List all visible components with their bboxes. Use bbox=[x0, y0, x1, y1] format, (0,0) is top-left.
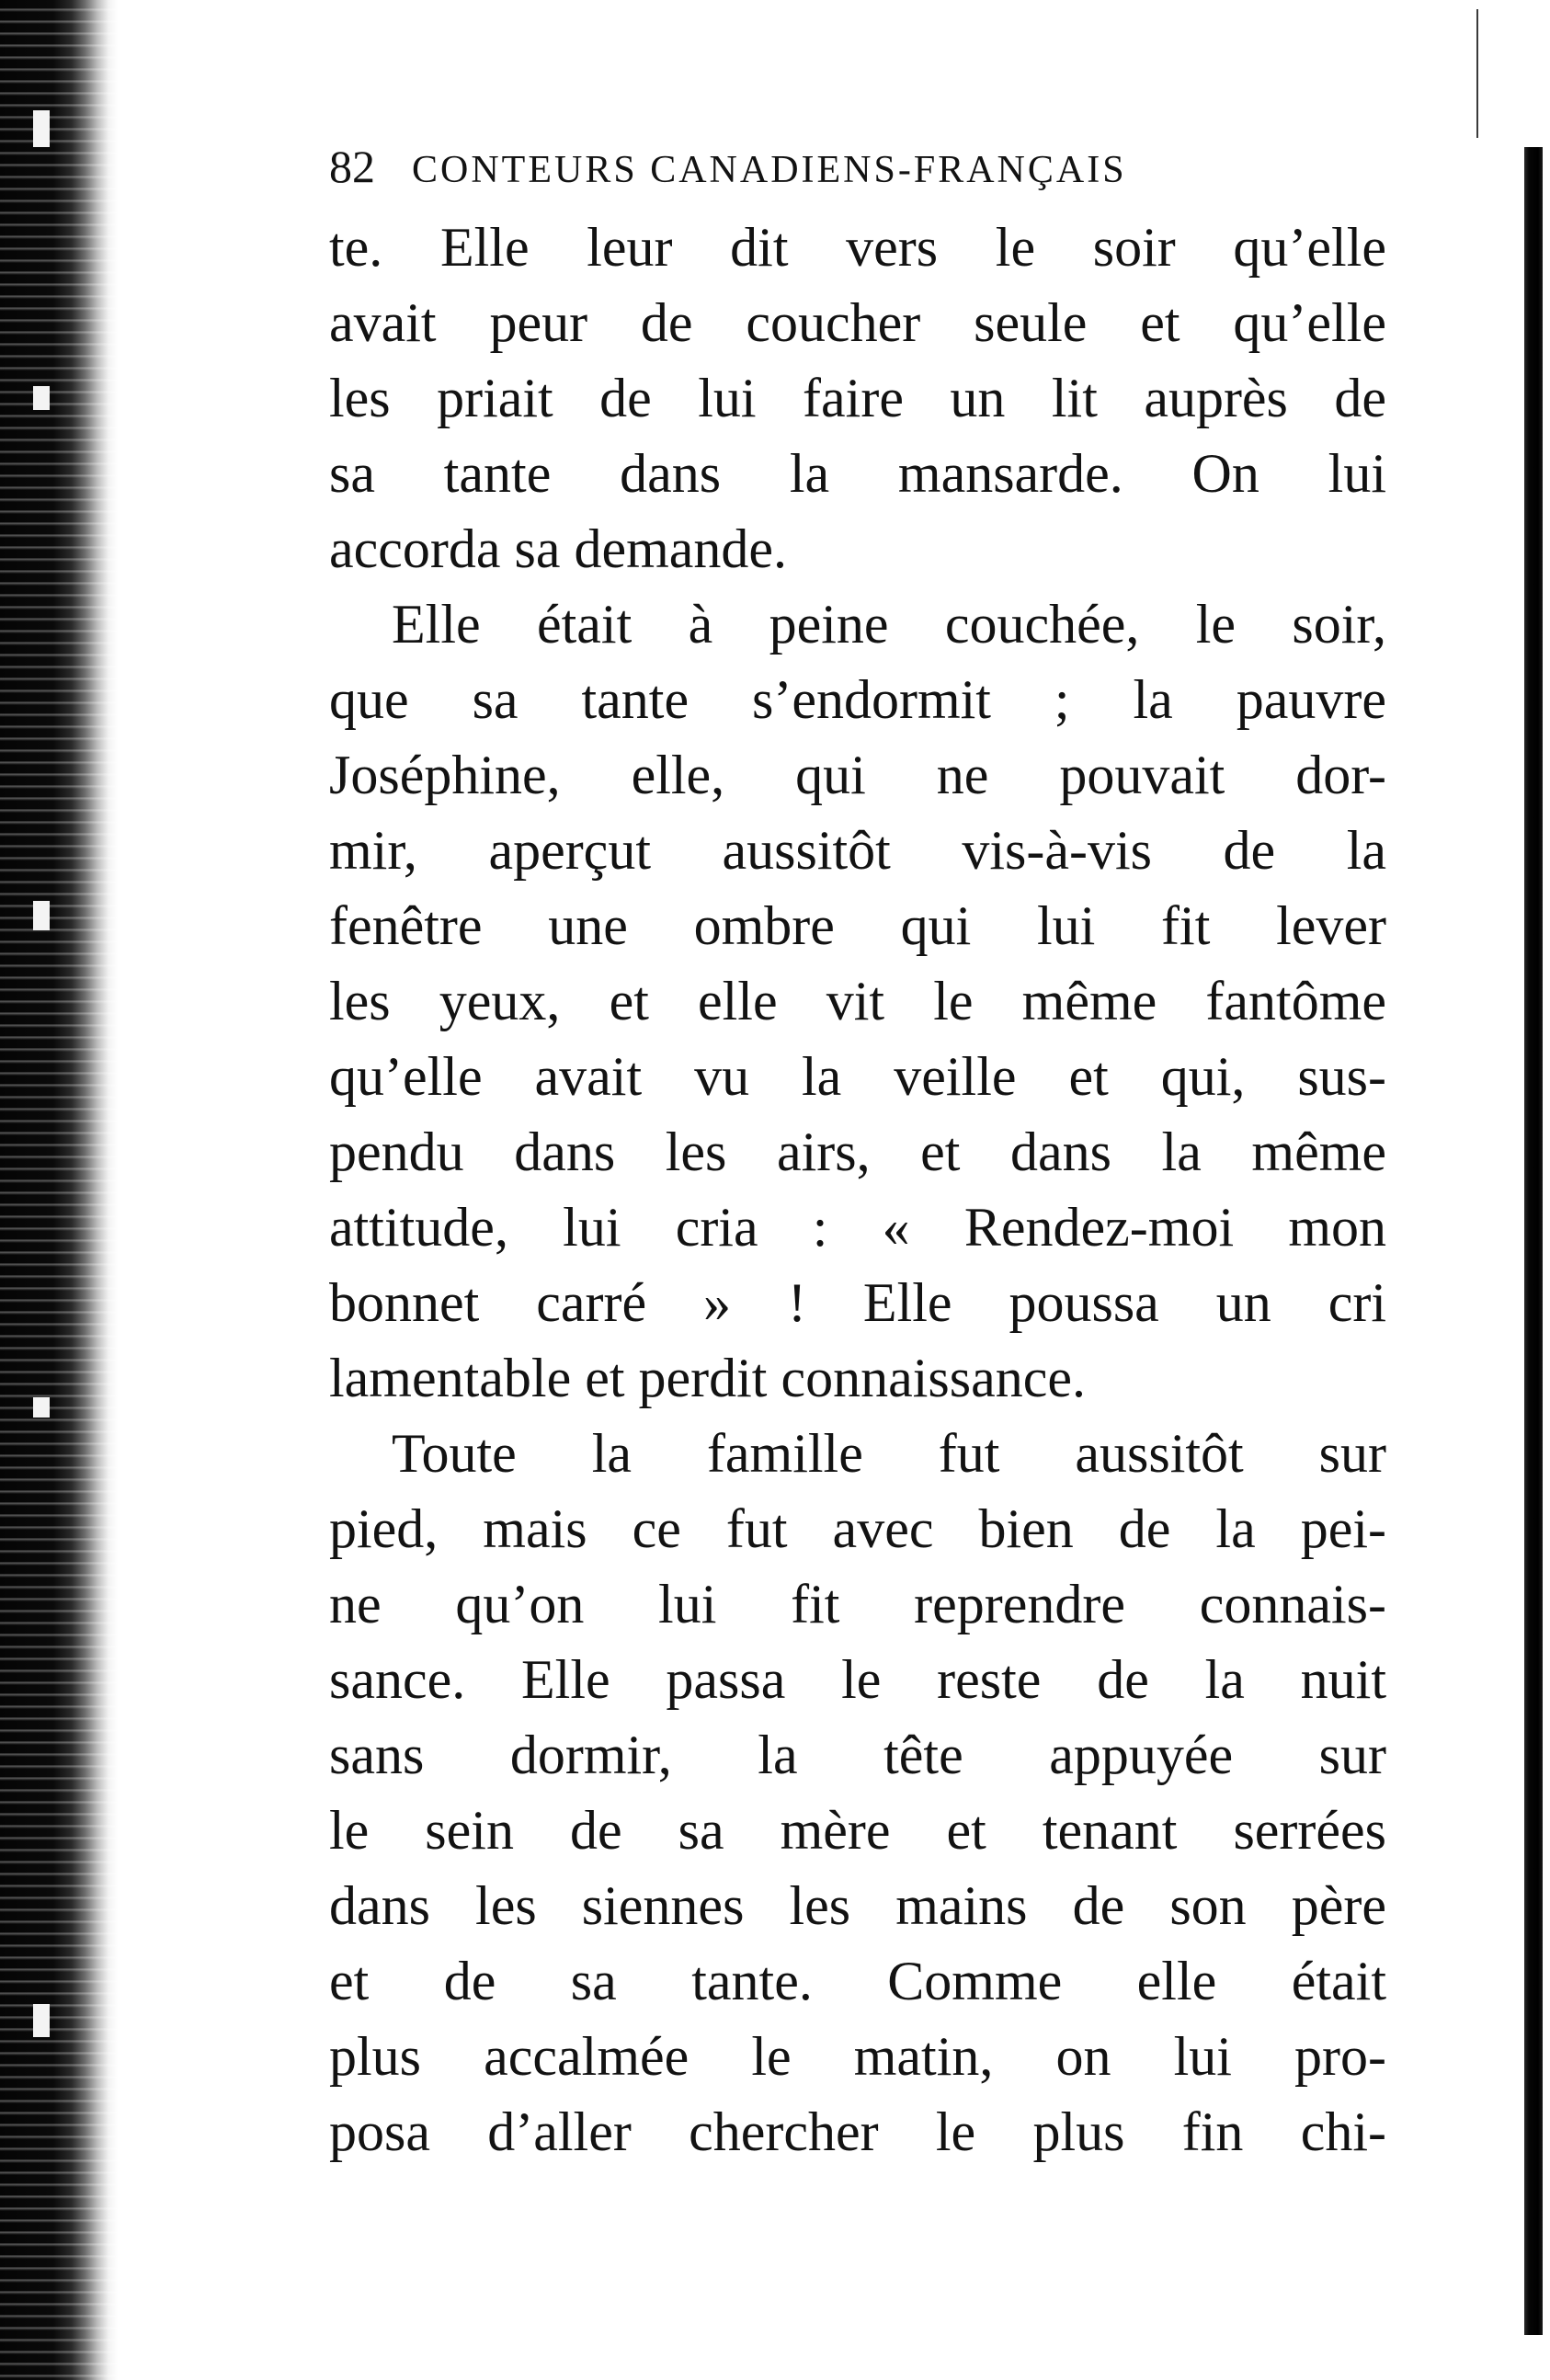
text-line: Joséphine, elle, qui ne pouvait dor- bbox=[329, 745, 1386, 805]
text-line: lamentable et perdit connaissance. bbox=[329, 1348, 1086, 1408]
text-line: qu’elle avait vu la veille et qui, sus- bbox=[329, 1046, 1386, 1107]
text-line: et de sa tante. Comme elle était bbox=[329, 1951, 1386, 2011]
text-line: le sein de sa mère et tenant serrées bbox=[329, 1800, 1386, 1861]
text-line: posa d’aller chercher le plus fin chi- bbox=[329, 2101, 1386, 2162]
text-line: accorda sa demande. bbox=[329, 518, 788, 579]
page-edge-line bbox=[1524, 147, 1543, 2335]
text-line: attitude, lui cria : « Rendez-moi mon bbox=[329, 1197, 1386, 1258]
text-line: sance. Elle passa le reste de la nuit bbox=[329, 1649, 1386, 1710]
text-line: Toute la famille fut aussitôt sur bbox=[392, 1423, 1386, 1484]
text-line: Elle était à peine couchée, le soir, bbox=[392, 594, 1386, 655]
body-text bbox=[329, 210, 1386, 2169]
text-line: que sa tante s’endormit ; la pauvre bbox=[329, 669, 1386, 730]
text-line: pendu dans les airs, et dans la même bbox=[329, 1122, 1386, 1182]
text-line: te. Elle leur dit vers le soir qu’elle bbox=[329, 217, 1386, 278]
paragraph bbox=[329, 586, 1386, 1416]
text-line: fenêtre une ombre qui lui fit lever bbox=[329, 895, 1386, 956]
text-line: sans dormir, la tête appuyée sur bbox=[329, 1725, 1386, 1785]
text-line: dans les siennes les mains de son père bbox=[329, 1875, 1386, 1936]
text-line: sa tante dans la mansarde. On lui bbox=[329, 443, 1386, 504]
text-line: mir, aperçut aussitôt vis-à-vis de la bbox=[329, 820, 1386, 881]
page-edge-mark bbox=[1476, 9, 1478, 138]
running-title: CONTEURS CANADIENS-FRANÇAIS bbox=[412, 149, 1127, 191]
page-number: 82 bbox=[329, 141, 375, 192]
text-line: les yeux, et elle vit le même fantôme bbox=[329, 971, 1386, 1031]
text-line: bonnet carré » ! Elle poussa un cri bbox=[329, 1272, 1386, 1333]
text-line: plus accalmée le matin, on lui pro- bbox=[329, 2026, 1386, 2087]
paragraph bbox=[329, 1416, 1386, 2169]
running-head bbox=[329, 138, 1386, 195]
text-line: avait peur de coucher seule et qu’elle bbox=[329, 292, 1386, 353]
book-page bbox=[329, 138, 1386, 2169]
text-line: pied, mais ce fut avec bien de la pei- bbox=[329, 1498, 1386, 1559]
text-line: les priait de lui faire un lit auprès de bbox=[329, 368, 1386, 428]
text-line: ne qu’on lui fit reprendre connais- bbox=[329, 1574, 1386, 1634]
paragraph bbox=[329, 210, 1386, 586]
binding-shadow bbox=[0, 0, 118, 2380]
